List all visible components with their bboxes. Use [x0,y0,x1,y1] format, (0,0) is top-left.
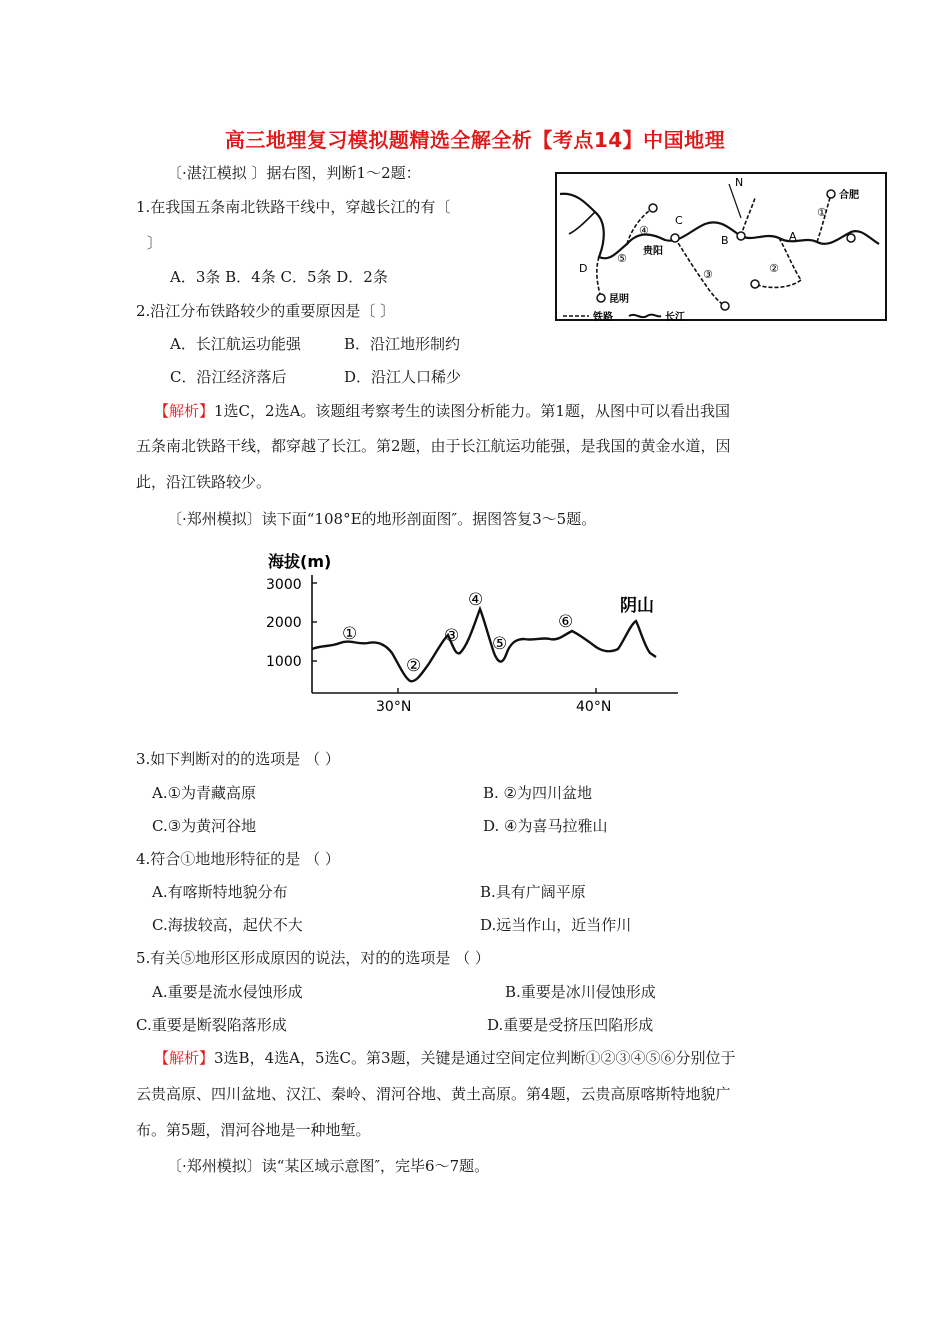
profile-ytick-1000: 1000 [266,654,302,670]
analysis1-line3: 此，沿江铁路较少。 [136,473,272,491]
q2-option-c: C．沿江经济落后 [170,368,287,386]
map-label-guiyang: 贵阳 [643,246,663,257]
analysis2-tag: 【解析】 [154,1049,215,1067]
map-label-1: ① [817,206,827,219]
intro-zhengzhou-2: 〔·郑州模拟〕读“某区域示意图″，完毕6～7题。 [167,1157,490,1175]
q3-option-a: A.①为青藏高原 [152,784,257,802]
page-title: 高三地理复习模拟题精选全解全析【考点14】中国地理 [224,128,726,152]
profile-xtick-30n: 30°N [376,699,412,715]
analysis1-line2: 五条南北铁路干线，都穿越了长江。第2题，由于长江航运功能强，是我国的黄金水道，因 [136,437,731,455]
profile-marker-6: ⑥ [558,612,574,632]
q2-option-d: D．沿江人口稀少 [344,368,462,386]
map-label-2: ② [769,262,779,275]
q5-option-d: D.重要是受挤压凹陷形成 [487,1016,654,1034]
map-label-5: ⑤ [617,252,627,265]
map-north-label: N [735,176,744,189]
q2-option-a: A．长江航运功能强 [170,335,301,353]
q4-option-b: B.具有广阔平原 [480,883,586,901]
q1-stem-line1: 1.在我国五条南北铁路干线中，穿越长江的有〔 [136,198,451,216]
q4-option-d: D.远当作山，近当作川 [480,916,632,934]
profile-marker-1: ① [342,624,358,644]
map-label-a: A [789,230,797,243]
q3-option-c: C.③为黄河谷地 [152,817,257,835]
analysis1-tag: 【解析】 [154,402,215,420]
q4-stem: 4.符合①地地形特征的是 （ ） [136,850,340,868]
analysis1-text1: 1选C，2选A。该题组考察考生的读图分析能力。第1题，从图中可以看出我国 [214,402,730,420]
analysis2-text1: 3选B，4选A，5选C。第3题，关键是通过空间定位判断①②③④⑤⑥分别位于 [214,1049,736,1067]
terrain-profile [258,545,688,717]
q3-option-d: D. ④为喜马拉雅山 [483,817,608,835]
q4-option-a: A.有喀斯特地貌分布 [152,883,288,901]
profile-xtick-40n: 40°N [576,699,612,715]
profile-elevation-line [312,609,656,681]
map-label-b: B [721,234,729,247]
profile-marker-2: ② [406,656,422,676]
q5-option-a: A.重要是流水侵蚀形成 [152,983,303,1001]
intro-zhanjiang: 〔·湛江模拟 〕据右图，判断1～2题： [167,164,421,182]
q1-options: A．3条 B．4条 C．5条 D．2条 [170,268,388,286]
profile-marker-5: ⑤ [492,634,508,654]
q2-option-b: B．沿江地形制约 [344,335,461,353]
q2-stem: 2.沿江分布铁路较少的重要原因是〔 〕 [136,302,396,320]
map-label-d: D [579,262,588,275]
map-label-3: ③ [703,268,713,281]
analysis1-line1 [154,400,730,422]
profile-ytick-3000: 3000 [266,577,302,593]
railway-map [555,172,890,324]
q1-stem-line2: 〕 [147,234,163,252]
q5-stem: 5.有关⑤地形区形成原因的说法，对的的选项是 （ ） [136,949,490,967]
profile-y-label: 海拔(m) [268,552,332,571]
profile-ytick-2000: 2000 [266,615,302,631]
map-legend-rail: 铁路 [593,312,613,323]
analysis2-line1 [154,1047,736,1069]
map-label-c: C [675,214,683,227]
intro-zhengzhou-1: 〔·郑州模拟〕读下面“108°E的地形剖面图″。据图答复3～5题。 [167,510,597,528]
profile-peak-label: 阴山 [620,596,654,616]
profile-marker-3: ③ [444,626,460,646]
map-label-kunming: 昆明 [609,294,629,305]
analysis2-line3: 布。第5题，渭河谷地是一种地堑。 [136,1121,371,1139]
q3-stem: 3.如下判断对的的选项是 （ ） [136,750,340,768]
q5-option-b: B.重要是冰川侵蚀形成 [505,983,656,1001]
map-label-hefei: 合肥 [839,190,859,201]
q5-option-c: C.重要是断裂陷落形成 [136,1016,287,1034]
analysis2-line2: 云贵高原、四川盆地、汉江、秦岭、渭河谷地、黄土高原。第4题，云贵高原喀斯特地貌广 [136,1085,731,1103]
profile-marker-4: ④ [468,590,484,610]
q3-option-b: B. ②为四川盆地 [483,784,593,802]
map-label-4: ④ [639,224,649,237]
q4-option-c: C.海拔较高，起伏不大 [152,916,303,934]
map-legend-river: 长江 [665,312,685,323]
